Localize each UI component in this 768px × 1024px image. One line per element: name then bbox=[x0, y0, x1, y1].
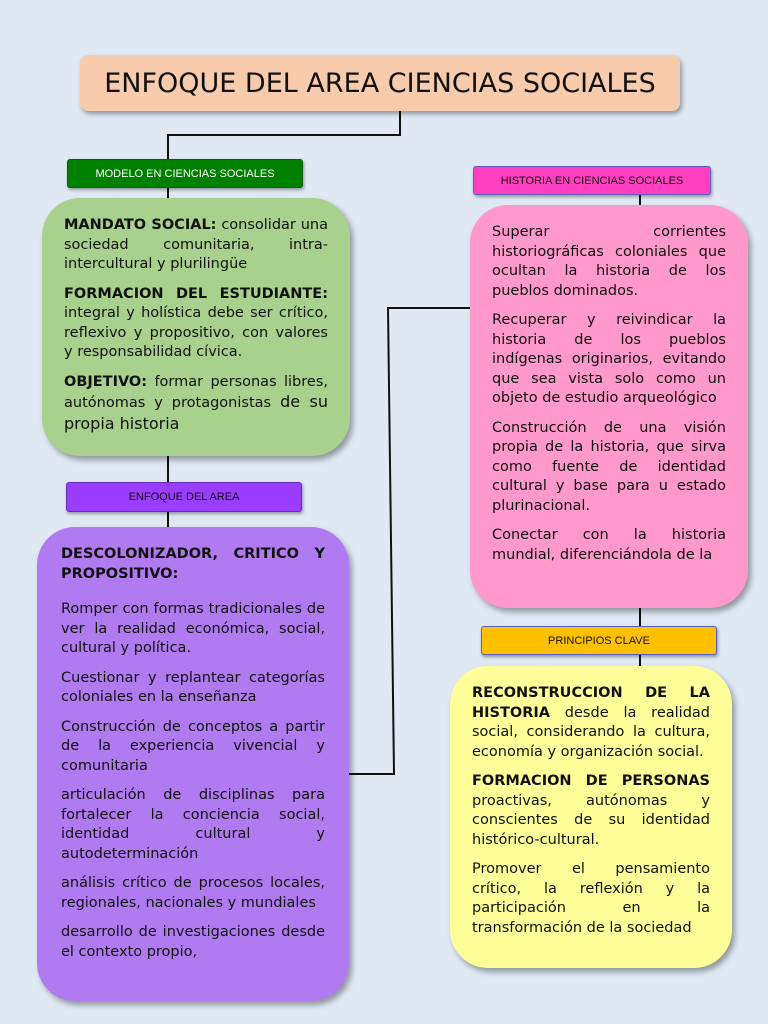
enfoque-heading-text: DESCOLONIZADOR, CRITICO Y PROPOSITIVO: bbox=[61, 546, 325, 582]
historia-item: Recuperar y reivindicar la historia de los pueblos indígenas originarios, evitando que sea vista solo como un objeto de estudio arqueológico bbox=[492, 312, 726, 406]
enfoque-item: análisis crítico de procesos locales, regionales, nacionales y mundiales bbox=[61, 875, 325, 911]
mandato-paragraph bbox=[64, 216, 328, 275]
principios-card bbox=[450, 666, 732, 968]
historia-item: Conectar con la historia mundial, diferenciándola de la bbox=[492, 527, 726, 563]
enfoque-item: Romper con formas tradicionales de ver la realidad económica, social, cultural y política. bbox=[61, 601, 325, 656]
enfoque-item: Cuestionar y replantear categorías coloniales en la enseñanza bbox=[61, 669, 325, 705]
mandato-heading: MANDATO SOCIAL: bbox=[64, 217, 217, 233]
formacion-personas-heading: FORMACION DE PERSONAS bbox=[472, 773, 710, 789]
historia-item: Superar corrientes historiográficas coloniales que ocultan la historia de los pueblos dominados. bbox=[492, 224, 726, 299]
enfoque-card bbox=[37, 527, 349, 1001]
reconstruccion-paragraph bbox=[472, 684, 710, 762]
tag-historia: HISTORIA EN CIENCIAS SOCIALES bbox=[473, 166, 711, 195]
objetivo-paragraph bbox=[64, 373, 328, 436]
promover-paragraph: Promover el pensamiento crítico, la reflexión y la participación en la transformación de la sociedad bbox=[472, 861, 710, 936]
tag-modelo: MODELO EN CIENCIAS SOCIALES bbox=[67, 159, 303, 188]
historia-card bbox=[470, 205, 748, 608]
objetivo-text: formar personas libres, autónomas y protagonistas bbox=[64, 373, 328, 411]
reconstruccion-heading: RECONSTRUCCION DE LA HISTORIA bbox=[472, 685, 710, 721]
modelo-card bbox=[42, 198, 350, 456]
enfoque-item: articulación de disciplinas para fortalecer la conciencia social, identidad cultural y autodeterminación bbox=[61, 787, 325, 862]
enfoque-item: Construcción de conceptos a partir de la experiencia vivencial y comunitaria bbox=[61, 718, 325, 774]
tag-principios: PRINCIPIOS CLAVE bbox=[481, 626, 717, 655]
tag-enfoque: ENFOQUE DEL AREA bbox=[66, 482, 302, 512]
objetivo-tail: de su propia historia bbox=[64, 392, 328, 433]
page-title: ENFOQUE DEL AREA CIENCIAS SOCIALES bbox=[80, 55, 680, 111]
enfoque-heading bbox=[61, 545, 325, 584]
objetivo-heading: OBJETIVO: bbox=[64, 373, 148, 390]
formacion-heading: FORMACION DEL ESTUDIANTE: bbox=[64, 285, 328, 302]
enfoque-item: desarrollo de investigaciones desde el contexto propio, bbox=[61, 924, 325, 960]
reconstruccion-text: desde la realidad social, considerando la cultura, economía y organización social. bbox=[472, 704, 710, 760]
formacion-personas-paragraph bbox=[472, 772, 710, 850]
formacion-paragraph bbox=[64, 285, 328, 363]
connector-title-to-modelo bbox=[168, 111, 400, 159]
mandato-text: consolidar una sociedad comunitaria, intra-intercultural y plurilingüe bbox=[64, 217, 328, 272]
formacion-personas-text: proactivas, autónomas y conscientes de su identidad histórico-cultural. bbox=[472, 792, 710, 848]
formacion-text: integral y holística debe ser crítico, reflexivo y propositivo, con valores y responsabilidad cívica. bbox=[64, 305, 328, 360]
historia-item: Construcción de una visión propia de la historia, que sirva como fuente de identidad cultural y base para u estado plurinacional. bbox=[492, 419, 726, 514]
